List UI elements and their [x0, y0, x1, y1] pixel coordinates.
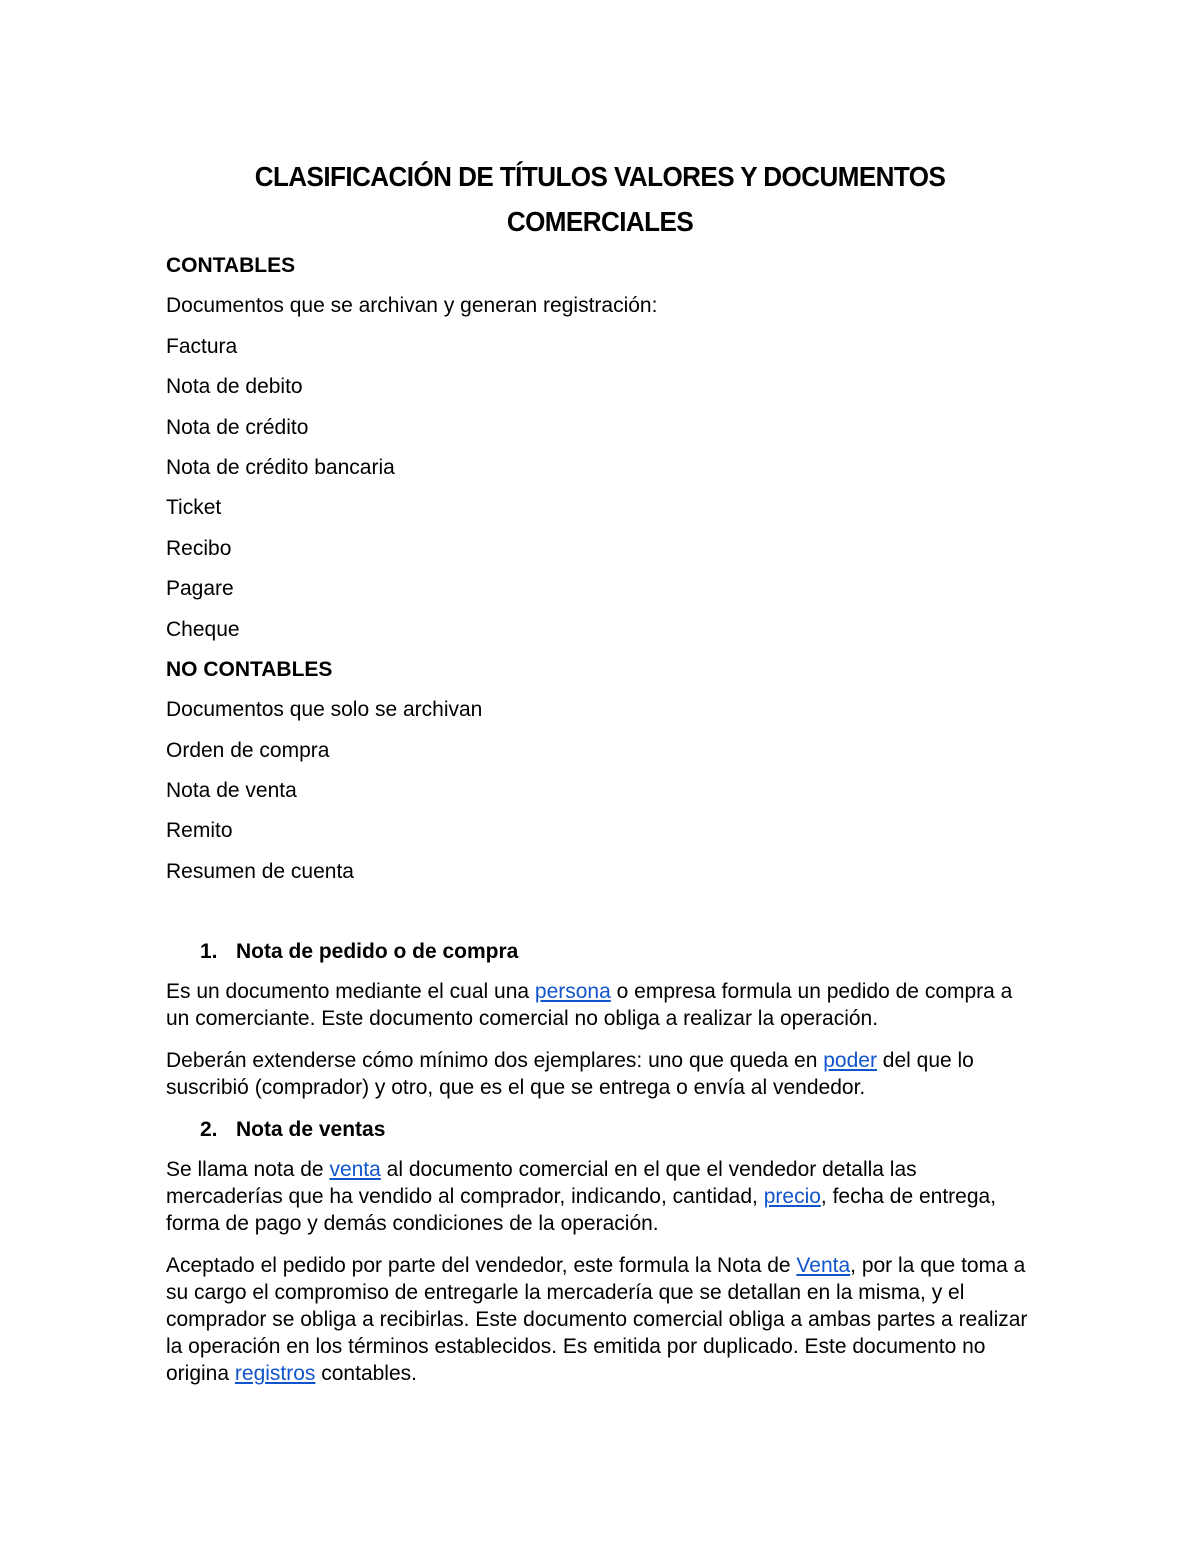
link-persona[interactable]: persona — [534, 980, 611, 1004]
list-item: Ticket — [166, 496, 222, 520]
list-item: Remito — [166, 819, 233, 843]
text-run: contables. — [315, 1362, 417, 1386]
text-run: del que lo suscribió (comprador) y otro, que es el que se entrega o envía al vendedor. — [166, 1049, 974, 1100]
section-2-title: Nota de ventas — [236, 1118, 386, 1142]
list-item: Cheque — [166, 617, 240, 641]
section-2-heading — [166, 1114, 1036, 1154]
text-run: Deberán extenderse cómo mínimo dos ejemplares: uno que queda en — [166, 1049, 824, 1073]
link-registros[interactable]: registros — [234, 1362, 316, 1386]
section-1-paragraph-2 — [166, 1045, 1036, 1101]
spacer — [166, 896, 1036, 936]
contables-intro: Documentos que se archivan y generan registración: — [166, 294, 658, 318]
link-venta[interactable]: venta — [329, 1158, 381, 1182]
title-line-1: CLASIFICACIÓN DE TÍTULOS VALORES Y DOCUMENTOS — [254, 161, 946, 192]
text-run: Aceptado el pedido por parte del vendedor, este formula la Nota de — [166, 1254, 797, 1278]
section-2-paragraph-2 — [166, 1250, 1036, 1387]
section-2-number: 2. — [200, 1118, 218, 1142]
no-contables-intro: Documentos que solo se archivan — [166, 698, 483, 722]
document-title — [42, 154, 1158, 244]
link-venta-2[interactable]: Venta — [796, 1254, 851, 1278]
text-run: o empresa formula un pedido de compra a un comerciante. Este documento comercial no obliga a realizar la operación. — [166, 980, 1013, 1031]
list-item: Nota de debito — [166, 375, 303, 399]
no-contables-heading: NO CONTABLES — [166, 657, 333, 681]
text-run: Se llama nota de — [166, 1158, 330, 1182]
section-1-title: Nota de pedido o de compra — [236, 940, 519, 964]
text-run: al documento comercial en el que el vendedor detalla las mercaderías que ha vendido al comprador, indicando, cantidad, — [166, 1158, 917, 1209]
list-item: Resumen de cuenta — [166, 859, 354, 883]
list-item: Nota de crédito bancaria — [166, 455, 395, 479]
text-run: Es un documento mediante el cual una — [166, 980, 535, 1004]
title-line-2: COMERCIALES — [506, 206, 694, 237]
link-precio[interactable]: precio — [763, 1185, 821, 1209]
section-1-number: 1. — [200, 940, 218, 964]
list-item: Pagare — [166, 577, 234, 601]
contables-heading: CONTABLES — [166, 254, 296, 277]
document-body — [166, 250, 1036, 1400]
list-item: Orden de compra — [166, 738, 330, 762]
text-run: , por la que toma a su cargo el compromiso de entregarle la mercadería que se detallan en la misma, y el comprador se obliga a recibirlas. Este documento comercial obliga a ambas partes a realizar la operación en los términos establecidos. Es emitida por duplicado. Este documento no origina — [166, 1254, 1028, 1386]
list-item: Nota de venta — [166, 779, 297, 803]
text-run: , fecha de entrega, forma de pago y demás condiciones de la operación. — [166, 1185, 997, 1236]
section-1-paragraph-1 — [166, 976, 1036, 1032]
list-item: Recibo — [166, 536, 232, 560]
link-poder[interactable]: poder — [823, 1049, 877, 1073]
section-2-paragraph-1 — [166, 1154, 1036, 1237]
section-1-heading — [166, 936, 1036, 976]
list-item: Nota de crédito — [166, 415, 309, 439]
list-item: Factura — [166, 334, 238, 358]
